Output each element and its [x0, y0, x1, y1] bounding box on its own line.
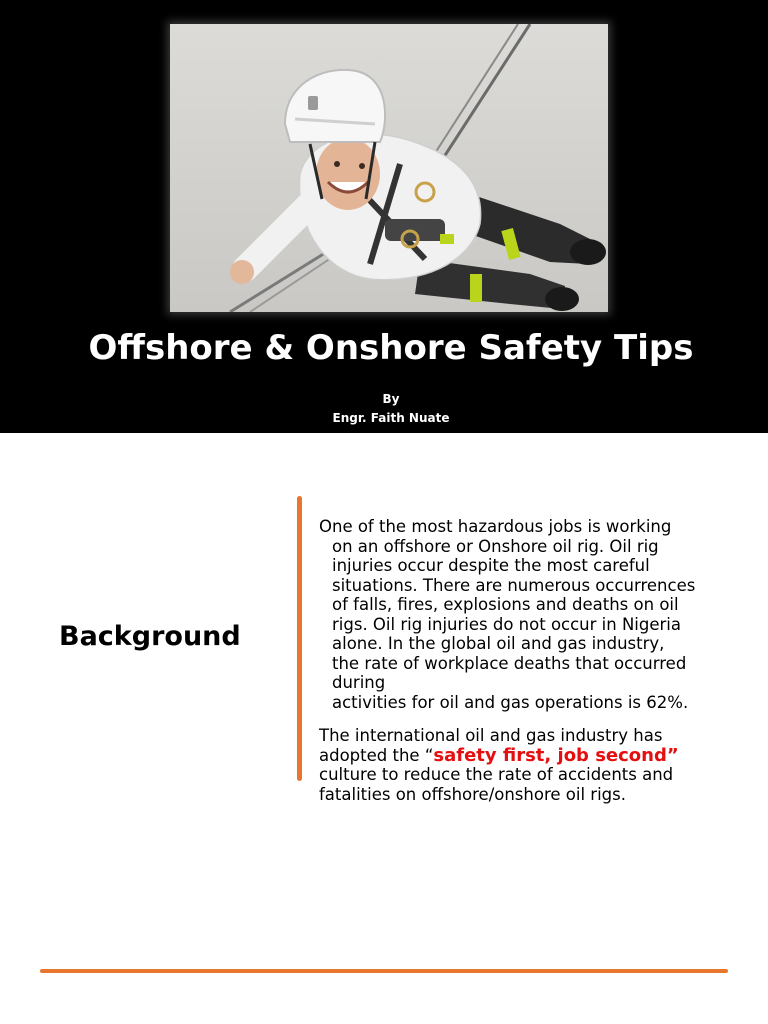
paragraph-intro: [319, 517, 739, 712]
horizontal-divider: [40, 969, 728, 973]
text-line: alone. In the global oil and gas industry,: [332, 634, 665, 653]
body-text: [319, 517, 739, 804]
text-line-with-highlight: [319, 746, 739, 766]
byline: [0, 390, 768, 428]
text-line: injuries occur despite the most careful: [332, 556, 650, 575]
vertical-divider: [297, 496, 302, 781]
presentation-title: Offshore & Onshore Safety Tips: [88, 328, 694, 368]
title-slide: [0, 0, 768, 433]
text-line: One of the most hazardous jobs is working: [319, 517, 672, 536]
text-fragment: adopted the “: [319, 745, 434, 765]
text-line: of falls, fires, explosions and deaths on oil: [332, 595, 679, 614]
paragraph-culture: [319, 726, 739, 804]
text-line: fatalities on offshore/onshore oil rigs.: [319, 784, 626, 804]
worker-photo: [170, 24, 608, 312]
text-line: the rate of workplace deaths that occurred: [332, 653, 687, 673]
text-line: situations. There are numerous occurrences: [332, 575, 696, 595]
section-heading: Background: [59, 621, 241, 652]
text-line: on an offshore or Onshore oil rig. Oil rig: [332, 536, 659, 556]
text-line: The international oil and gas industry has: [319, 726, 663, 745]
author-name: Engr. Faith Nuate: [332, 411, 450, 425]
by-label: By: [382, 392, 400, 406]
text-line: activities for oil and gas operations is 62%.: [332, 692, 689, 712]
safety-slogan: safety first, job second”: [433, 744, 679, 766]
rope-access-worker-illustration: [170, 24, 608, 312]
text-line: rigs. Oil rig injuries do not occur in Nigeria: [332, 614, 681, 634]
text-line: during: [332, 673, 386, 692]
text-line: culture to reduce the rate of accidents and: [319, 765, 674, 784]
